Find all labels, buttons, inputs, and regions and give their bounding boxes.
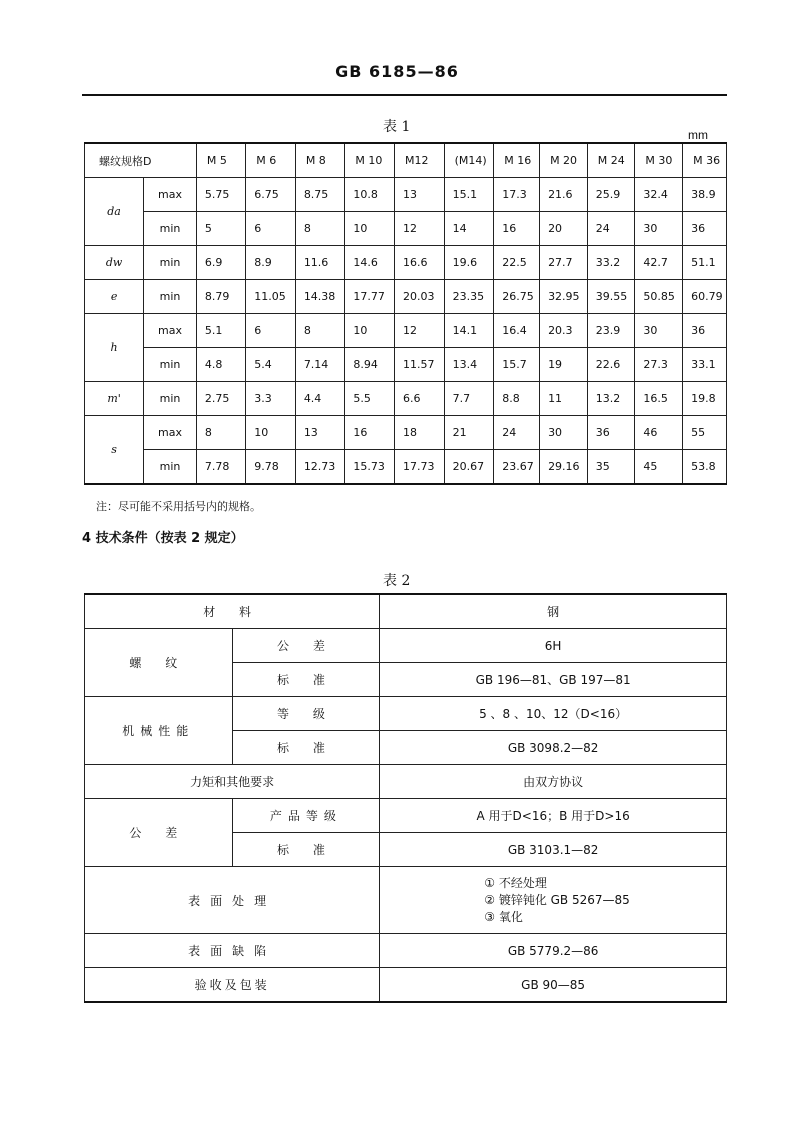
cell: 36 xyxy=(683,314,727,348)
dim-m-prime: m' xyxy=(85,382,144,416)
cell: 33.1 xyxy=(683,348,727,382)
cell: 5.75 xyxy=(196,178,245,212)
cell: 10 xyxy=(345,314,395,348)
cell: 5.1 xyxy=(196,314,245,348)
spec-m5: M 5 xyxy=(196,143,245,178)
spec-m16: M 16 xyxy=(494,143,540,178)
cell: 12 xyxy=(395,314,445,348)
cell: 11.6 xyxy=(295,246,345,280)
cell: 35 xyxy=(587,450,635,485)
cell: 7.14 xyxy=(295,348,345,382)
cell: 10 xyxy=(345,212,395,246)
torque-label: 力矩和其他要求 xyxy=(85,765,380,799)
cell: 6.6 xyxy=(395,382,445,416)
dimensions-table xyxy=(84,142,727,485)
table1-note: 注：尽可能不采用括号内的规格。 xyxy=(96,500,261,513)
cell: 36 xyxy=(683,212,727,246)
thread-tolerance-label: 公 差 xyxy=(232,629,380,663)
table-row xyxy=(85,697,727,731)
cell: 23.9 xyxy=(587,314,635,348)
spec-m14: (M14) xyxy=(444,143,494,178)
cell: 18 xyxy=(395,416,445,450)
cell: 8.9 xyxy=(246,246,296,280)
cell: 5.4 xyxy=(246,348,296,382)
technical-conditions-table xyxy=(84,593,727,1003)
acceptance-label: 验收及包装 xyxy=(85,968,380,1003)
spec-m10: M 10 xyxy=(345,143,395,178)
cell: 26.75 xyxy=(494,280,540,314)
material-label: 材 料 xyxy=(85,594,380,629)
cell: 15.7 xyxy=(494,348,540,382)
spec-m24: M 24 xyxy=(587,143,635,178)
dim-dw: dw xyxy=(85,246,144,280)
spec-m30: M 30 xyxy=(635,143,683,178)
material-value: 钢 xyxy=(380,594,727,629)
cell: 38.9 xyxy=(683,178,727,212)
cell: 51.1 xyxy=(683,246,727,280)
cell: 27.7 xyxy=(540,246,588,280)
cell: 14.38 xyxy=(295,280,345,314)
table-row xyxy=(85,765,727,799)
cell: 23.67 xyxy=(494,450,540,485)
cell: 19 xyxy=(540,348,588,382)
table-row xyxy=(85,212,727,246)
cell: 3.3 xyxy=(246,382,296,416)
cell: 21 xyxy=(444,416,494,450)
cell: 16 xyxy=(494,212,540,246)
table-row xyxy=(85,416,727,450)
spec-m36: M 36 xyxy=(683,143,727,178)
tol-label: max xyxy=(144,416,197,450)
header-rule xyxy=(82,94,727,96)
cell: 8.79 xyxy=(196,280,245,314)
table-row xyxy=(85,280,727,314)
table-row xyxy=(85,799,727,833)
table-row xyxy=(85,314,727,348)
spec-m8: M 8 xyxy=(295,143,345,178)
product-grade-value: A 用于D<16；B 用于D>16 xyxy=(380,799,727,833)
cell: 24 xyxy=(494,416,540,450)
cell: 60.79 xyxy=(683,280,727,314)
cell: 10.8 xyxy=(345,178,395,212)
cell: 30 xyxy=(540,416,588,450)
cell: 42.7 xyxy=(635,246,683,280)
tolerance-label: 公 差 xyxy=(85,799,233,867)
cell: 16.5 xyxy=(635,382,683,416)
cell: 5 xyxy=(196,212,245,246)
cell: 16.6 xyxy=(395,246,445,280)
cell: 50.85 xyxy=(635,280,683,314)
cell: 13.2 xyxy=(587,382,635,416)
cell: 33.2 xyxy=(587,246,635,280)
cell: 13 xyxy=(295,416,345,450)
cell: 17.73 xyxy=(395,450,445,485)
cell: 21.6 xyxy=(540,178,588,212)
tol-label: min xyxy=(144,212,197,246)
thread-standard-label: 标 准 xyxy=(232,663,380,697)
cell: 11 xyxy=(540,382,588,416)
dim-da: da xyxy=(85,178,144,246)
cell: 22.5 xyxy=(494,246,540,280)
cell: 8 xyxy=(196,416,245,450)
cell: 12.73 xyxy=(295,450,345,485)
acceptance-value: GB 90—85 xyxy=(380,968,727,1003)
tol-label: min xyxy=(144,450,197,485)
cell: 16.4 xyxy=(494,314,540,348)
cell: 36 xyxy=(587,416,635,450)
spec-label: 螺纹规格D xyxy=(85,143,197,178)
cell: 6 xyxy=(246,212,296,246)
cell: 14 xyxy=(444,212,494,246)
dim-e: e xyxy=(85,280,144,314)
table-row xyxy=(85,867,727,934)
cell: 10 xyxy=(246,416,296,450)
tol-label: min xyxy=(144,246,197,280)
tol-label: max xyxy=(144,314,197,348)
table2-caption: 表 2 xyxy=(383,573,411,589)
tol-label: min xyxy=(144,348,197,382)
surface-label: 表面处理 xyxy=(85,867,380,934)
table-row xyxy=(85,178,727,212)
thread-label: 螺 纹 xyxy=(85,629,233,697)
mechanical-grade-label: 等 级 xyxy=(232,697,380,731)
cell: 13 xyxy=(395,178,445,212)
product-grade-label: 产品等级 xyxy=(232,799,380,833)
cell: 11.05 xyxy=(246,280,296,314)
cell: 8.8 xyxy=(494,382,540,416)
cell: 8 xyxy=(295,212,345,246)
cell: 29.16 xyxy=(540,450,588,485)
surface-option: ① 不经处理 xyxy=(484,875,547,890)
cell: 53.8 xyxy=(683,450,727,485)
tol-label: min xyxy=(144,280,197,314)
cell: 5.5 xyxy=(345,382,395,416)
cell: 8 xyxy=(295,314,345,348)
tol-label: min xyxy=(144,382,197,416)
thread-tolerance-value: 6H xyxy=(380,629,727,663)
cell: 17.3 xyxy=(494,178,540,212)
document-header: GB 6185—86 xyxy=(335,62,459,81)
spec-m20: M 20 xyxy=(540,143,588,178)
dim-s: s xyxy=(85,416,144,485)
cell: 30 xyxy=(635,212,683,246)
tolerance-standard-value: GB 3103.1—82 xyxy=(380,833,727,867)
cell: 19.8 xyxy=(683,382,727,416)
spec-m6: M 6 xyxy=(246,143,296,178)
cell: 19.6 xyxy=(444,246,494,280)
cell: 24 xyxy=(587,212,635,246)
cell: 55 xyxy=(683,416,727,450)
table-row xyxy=(85,594,727,629)
cell: 25.9 xyxy=(587,178,635,212)
torque-value: 由双方协议 xyxy=(380,765,727,799)
cell: 7.78 xyxy=(196,450,245,485)
surface-values xyxy=(380,867,727,934)
cell: 2.75 xyxy=(196,382,245,416)
cell: 17.77 xyxy=(345,280,395,314)
thread-standard-value: GB 196—81、GB 197—81 xyxy=(380,663,727,697)
cell: 4.4 xyxy=(295,382,345,416)
section-heading: 4 技术条件（按表 2 规定） xyxy=(82,531,244,546)
table1-header-row xyxy=(85,143,727,178)
surface-option: ② 镀锌钝化 GB 5267—85 xyxy=(484,892,630,907)
cell: 27.3 xyxy=(635,348,683,382)
cell: 6 xyxy=(246,314,296,348)
cell: 15.73 xyxy=(345,450,395,485)
cell: 14.1 xyxy=(444,314,494,348)
cell: 30 xyxy=(635,314,683,348)
mechanical-standard-label: 标 准 xyxy=(232,731,380,765)
cell: 20.03 xyxy=(395,280,445,314)
cell: 11.57 xyxy=(395,348,445,382)
table-row xyxy=(85,246,727,280)
cell: 16 xyxy=(345,416,395,450)
table-row xyxy=(85,934,727,968)
mechanical-grade-value: 5 、8 、10、12（D<16） xyxy=(380,697,727,731)
dim-h: h xyxy=(85,314,144,382)
mechanical-label: 机械性能 xyxy=(85,697,233,765)
table1-unit: mm xyxy=(688,128,708,142)
table-row xyxy=(85,968,727,1003)
cell: 6.75 xyxy=(246,178,296,212)
tol-label: max xyxy=(144,178,197,212)
cell: 8.94 xyxy=(345,348,395,382)
cell: 4.8 xyxy=(196,348,245,382)
table-row xyxy=(85,629,727,663)
cell: 23.35 xyxy=(444,280,494,314)
tolerance-standard-label: 标 准 xyxy=(232,833,380,867)
cell: 20.3 xyxy=(540,314,588,348)
cell: 13.4 xyxy=(444,348,494,382)
mechanical-standard-value: GB 3098.2—82 xyxy=(380,731,727,765)
cell: 45 xyxy=(635,450,683,485)
cell: 46 xyxy=(635,416,683,450)
cell: 6.9 xyxy=(196,246,245,280)
cell: 20.67 xyxy=(444,450,494,485)
cell: 8.75 xyxy=(295,178,345,212)
cell: 20 xyxy=(540,212,588,246)
defect-value: GB 5779.2—86 xyxy=(380,934,727,968)
table-row xyxy=(85,450,727,485)
cell: 39.55 xyxy=(587,280,635,314)
cell: 12 xyxy=(395,212,445,246)
cell: 22.6 xyxy=(587,348,635,382)
spec-m12: M12 xyxy=(395,143,445,178)
cell: 32.95 xyxy=(540,280,588,314)
cell: 14.6 xyxy=(345,246,395,280)
cell: 7.7 xyxy=(444,382,494,416)
defect-label: 表面缺陷 xyxy=(85,934,380,968)
table-row xyxy=(85,348,727,382)
cell: 32.4 xyxy=(635,178,683,212)
surface-option: ③ 氧化 xyxy=(484,909,523,924)
cell: 9.78 xyxy=(246,450,296,485)
table1-caption: 表 1 xyxy=(383,119,411,135)
cell: 15.1 xyxy=(444,178,494,212)
table-row xyxy=(85,382,727,416)
